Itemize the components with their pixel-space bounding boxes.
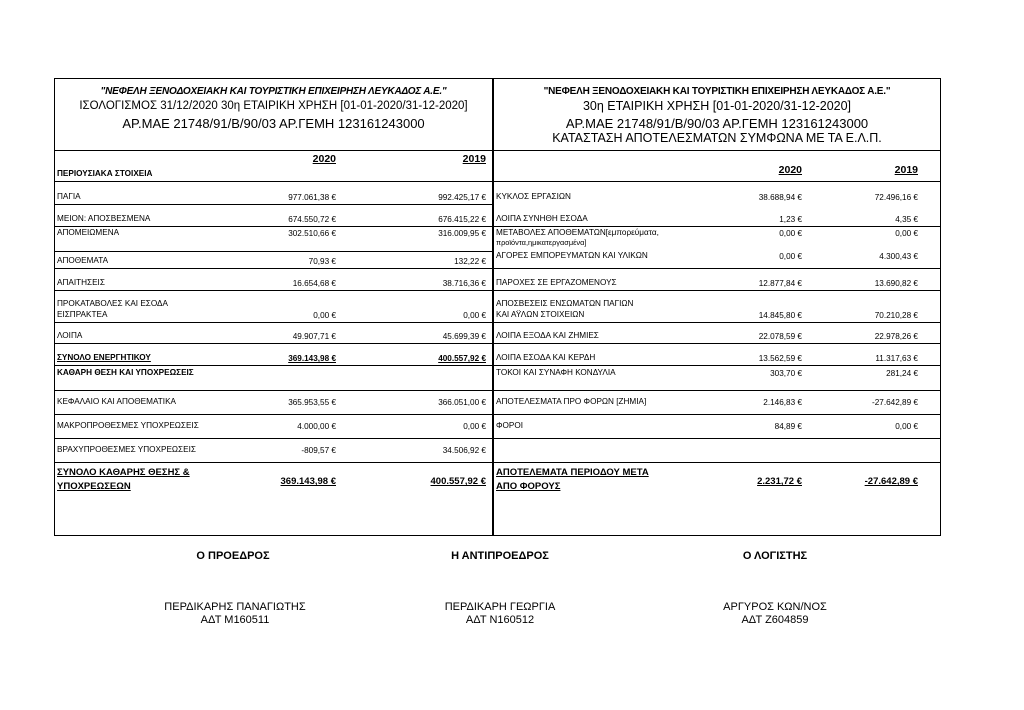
row-label: ΜΑΚΡΟΠΡΟΘΕΣΜΕΣ ΥΠΟΧΡΕΩΣΕΙΣ: [57, 421, 199, 430]
table-row: [494, 249, 940, 269]
signature-block-vice-president: [425, 601, 575, 627]
year-header: 2020: [312, 153, 336, 165]
row-label-line2: προϊόντα,ημικατεργασμένα]: [496, 238, 587, 247]
value-2020: 0,00 €: [779, 229, 802, 238]
table-row: [494, 150, 940, 182]
total-equity-liabilities-label: ΣΥΝΟΛΟ ΚΑΘΑΡΗΣ ΘΕΣΗΣ &: [57, 467, 190, 478]
value-2019: 11.317,63 €: [875, 354, 918, 363]
row-label: ΛΟΙΠΑ: [57, 331, 83, 340]
value-2020: 38.688,94 €: [758, 193, 802, 202]
year-header: 2020: [778, 164, 802, 176]
value-2019: -27.642,89 €: [864, 476, 918, 487]
signatory-id: ΑΔΤ Μ160511: [200, 614, 270, 626]
value-2019: 992.425,17 €: [438, 193, 486, 202]
signature-block-accountant: [700, 601, 850, 627]
statement-title: ΚΑΤΑΣΤΑΣΗ ΑΠΟΤΕΛΕΣΜΑΤΩΝ ΣΥΜΦΩΝΑ ΜΕ ΤΑ Ε.Λ.Π.: [552, 131, 882, 145]
table-row: [494, 226, 940, 249]
value-2020: 0,00 €: [313, 311, 336, 320]
table-row: [494, 268, 940, 291]
row-label: ΤΟΚΟΙ ΚΑΙ ΣΥΝΑΦΗ ΚΟΝΔΥΛΙΑ: [496, 368, 616, 377]
value-2019: 281,24 €: [886, 369, 918, 378]
value-2020: 365.953,55 €: [288, 398, 336, 407]
grand-total-row: [55, 462, 492, 537]
table-row: [494, 390, 940, 415]
table-row: [55, 365, 492, 391]
table-row: [55, 390, 492, 415]
grand-total-row: [494, 462, 940, 537]
row-label: ΠΑΓΙΑ: [57, 192, 81, 201]
row-label: ΑΠΟΣΒΕΣΕΙΣ ΕΝΣΩΜΑΤΩΝ ΠΑΓΙΩΝ: [496, 299, 634, 308]
table-row: [494, 438, 940, 463]
balance-sheet-panel: [54, 78, 493, 536]
row-label: ΚΥΚΛΟΣ ΕΡΓΑΣΙΩΝ: [496, 192, 571, 201]
value-2020: 302.510,66 €: [288, 229, 336, 238]
value-2020: 22.078,59 €: [758, 332, 802, 341]
value-2020: 2.231,72 €: [757, 476, 802, 487]
value-2019: 400.557,92 €: [438, 354, 486, 363]
value-2020: 49.907,71 €: [292, 332, 336, 341]
value-2019: 0,00 €: [463, 422, 486, 431]
value-2020: 16.654,68 €: [292, 279, 336, 288]
value-2019: 34.506,92 €: [442, 446, 486, 455]
table-row: [55, 322, 492, 344]
table-row: [494, 365, 940, 391]
value-2020: 674.550,72 €: [288, 215, 336, 224]
section-heading: ΚΑΘΑΡΗ ΘΕΣΗ ΚΑΙ ΥΠΟΧΡΕΩΣΕΙΣ: [57, 368, 194, 377]
row-label: ΒΡΑΧΥΠΡΟΘΕΣΜΕΣ ΥΠΟΧΡΕΩΣΕΙΣ: [57, 445, 196, 454]
row-label: ΑΠΟΜΕΙΩΜΕΝΑ: [57, 228, 120, 237]
row-label: ΚΕΦΑΛΑΙΟ ΚΑΙ ΑΠΟΘΕΜΑΤΙΚΑ: [57, 397, 176, 406]
value-2020: 4.000,00 €: [297, 422, 336, 431]
row-label: ΛΟΙΠΑ ΕΞΟΔΑ ΚΑΙ ΖΗΜΙΕΣ: [496, 331, 599, 340]
fiscal-period: 30η ΕΤΑΙΡΙΚΗ ΧΡΗΣΗ [01-01-2020/31-12-2020]: [582, 99, 852, 113]
total-equity-liabilities-label-line2: ΥΠΟΧΡΕΩΣΕΩΝ: [57, 481, 131, 492]
table-row: [494, 322, 940, 344]
value-2019: 676.415,22 €: [438, 215, 486, 224]
row-label: ΑΠΑΙΤΗΣΕΙΣ: [57, 278, 105, 287]
row-label: ΜΕΤΑΒΟΛΕΣ ΑΠΟΘΕΜΑΤΩΝ[εμπορεύματα,: [496, 228, 659, 237]
registration-numbers: ΑΡ.ΜΑΕ 21748/91/Β/90/03 ΑΡ.ΓΕΜΗ 123161243000: [122, 116, 425, 131]
table-row: [55, 204, 492, 227]
value-2020: 70,93 €: [308, 257, 336, 266]
signatory-name: ΠΕΡΔΙΚΑΡΗΣ ΠΑΝΑΓΙΩΤΗΣ: [164, 601, 306, 613]
value-2019: 4.300,43 €: [879, 252, 918, 261]
value-2020: 369.143,98 €: [280, 476, 336, 487]
signature-block-president: [160, 601, 310, 627]
row-label: ΛΟΙΠΑ ΣΥΝΗΘΗ ΕΣΟΔΑ: [496, 214, 588, 223]
table-row: [494, 290, 940, 323]
section-heading: ΠΕΡΙΟΥΣΙΑΚΑ ΣΤΟΙΧΕΙΑ: [57, 169, 153, 178]
year-header: 2019: [894, 164, 918, 176]
table-row: [494, 204, 940, 227]
row-label: ΛΟΙΠΑ ΕΣΟΔΑ ΚΑΙ ΚΕΡΔΗ: [496, 353, 596, 362]
value-2019: 45.699,39 €: [442, 332, 486, 341]
table-row: [55, 251, 492, 269]
value-2020: 303,70 €: [770, 369, 802, 378]
value-2019: 70.210,28 €: [874, 311, 918, 320]
value-2020: 84,89 €: [774, 422, 802, 431]
value-2020: -809,57 €: [301, 446, 336, 455]
value-2020: 977.061,38 €: [288, 193, 336, 202]
total-row: [55, 343, 492, 366]
value-2020: 14.845,80 €: [758, 311, 802, 320]
row-label: ΠΡΟΚΑΤΑΒΟΛΕΣ ΚΑΙ ΕΣΟΔΑ: [57, 299, 168, 308]
row-label-line2: ΚΑΙ ΑΫΛΩΝ ΣΤΟΙΧΕΙΩΝ: [496, 310, 585, 319]
row-label: ΑΠΟΘΕΜΑΤΑ: [57, 256, 109, 265]
table-row: [55, 438, 492, 463]
value-2019: 132,22 €: [454, 257, 486, 266]
signatory-name: ΠΕΡΔΙΚΑΡΗ ΓΕΩΡΓΙΑ: [444, 601, 556, 613]
row-label: ΠΑΡΟΧΕΣ ΣΕ ΕΡΓΑΖΟΜΕΝΟΥΣ: [496, 278, 617, 287]
value-2019: 38.716,36 €: [442, 279, 486, 288]
registration-numbers: ΑΡ.ΜΑΕ 21748/91/Β/90/03 ΑΡ.ΓΕΜΗ 123161243000: [565, 116, 869, 131]
value-2019: 400.557,92 €: [430, 476, 486, 487]
value-2020: 0,00 €: [779, 252, 802, 261]
income-statement-header: [494, 79, 940, 151]
signature-role-president: Ο ΠΡΟΕΔΡΟΣ: [196, 550, 270, 562]
total-assets-label: ΣΥΝΟΛΟ ΕΝΕΡΓΗΤΙΚΟΥ: [57, 353, 151, 362]
table-row: [494, 343, 940, 366]
balance-sheet-period: ΙΣΟΛΟΓΙΣΜΟΣ 31/12/2020 30η ΕΤΑΙΡΙΚΗ ΧΡΗΣΗ [01-01-2020/31-12-2020]: [79, 100, 468, 112]
value-2019: 22.978,26 €: [874, 332, 918, 341]
value-2019: 366.051,00 €: [438, 398, 486, 407]
signatory-name: ΑΡΓΥΡΟΣ ΚΩΝ/ΝΟΣ: [723, 601, 827, 613]
row-label: ΦΟΡΟΙ: [496, 421, 524, 430]
value-2019: 72.496,16 €: [874, 193, 918, 202]
company-name: "ΝΕΦΕΛΗ ΞΕΝΟΔΟΧΕΙΑΚΗ ΚΑΙ ΤΟΥΡΙΣΤΙΚΗ ΕΠΙΧΕΙΡΗΣΗ ΛΕΥΚΑΔΟΣ Α.Ε.": [543, 86, 891, 97]
row-label: ΑΓΟΡΕΣ ΕΜΠΟΡΕΥΜΑΤΩΝ ΚΑΙ ΥΛΙΚΩΝ: [496, 251, 648, 260]
financial-statement: [54, 78, 941, 538]
row-label: ΜΕΙΟΝ: ΑΠΟΣΒΕΣΜΕΝΑ: [57, 214, 151, 223]
table-row: [55, 414, 492, 439]
table-row: [55, 181, 492, 205]
value-2019: -27.642,89 €: [872, 398, 918, 407]
income-statement-panel: [493, 78, 941, 536]
row-label: ΑΠΟΤΕΛΕΣΜΑΤΑ ΠΡΟ ΦΟΡΩΝ [ΖΗΜΙΑ]: [496, 397, 647, 406]
table-row: [494, 181, 940, 204]
value-2019: 0,00 €: [895, 422, 918, 431]
value-2020: 369.143,98 €: [288, 354, 336, 363]
value-2020: 2.146,83 €: [763, 398, 802, 407]
net-result-label: ΑΠΟΤΕΛΕΜΑΤΑ ΠΕΡΙΟΔΟΥ ΜΕΤΑ: [496, 467, 649, 478]
signature-role-accountant: Ο ΛΟΓΙΣΤΗΣ: [742, 550, 808, 562]
signatory-id: ΑΔΤ Ζ604859: [741, 614, 809, 626]
year-header: 2019: [462, 153, 486, 165]
table-row: [494, 414, 940, 439]
table-row: [55, 290, 492, 323]
table-row: [55, 268, 492, 291]
value-2019: 0,00 €: [895, 229, 918, 238]
net-result-label-line2: ΑΠΟ ΦΟΡΟΥΣ: [496, 481, 561, 492]
value-2020: 12.877,84 €: [758, 279, 802, 288]
value-2019: 4,35 €: [895, 215, 918, 224]
table-row: [55, 150, 492, 182]
row-label-line2: ΕΙΣΠΡΑΚΤΕΑ: [57, 310, 108, 319]
signatory-id: ΑΔΤ Ν160512: [465, 614, 535, 626]
value-2020: 1,23 €: [779, 215, 802, 224]
value-2019: 316.009,95 €: [438, 229, 486, 238]
table-row: [55, 226, 492, 252]
signature-role-vice-president: Η ΑΝΤΙΠΡΟΕΔΡΟΣ: [451, 550, 549, 562]
value-2019: 13.690,82 €: [874, 279, 918, 288]
value-2019: 0,00 €: [463, 311, 486, 320]
company-name: "ΝΕΦΕΛΗ ΞΕΝΟΔΟΧΕΙΑΚΗ ΚΑΙ ΤΟΥΡΙΣΤΙΚΗ ΕΠΙΧΕΙΡΗΣΗ ΛΕΥΚΑΔΟΣ Α.Ε.": [100, 86, 447, 97]
balance-sheet-header: [55, 79, 492, 151]
value-2020: 13.562,59 €: [758, 354, 802, 363]
